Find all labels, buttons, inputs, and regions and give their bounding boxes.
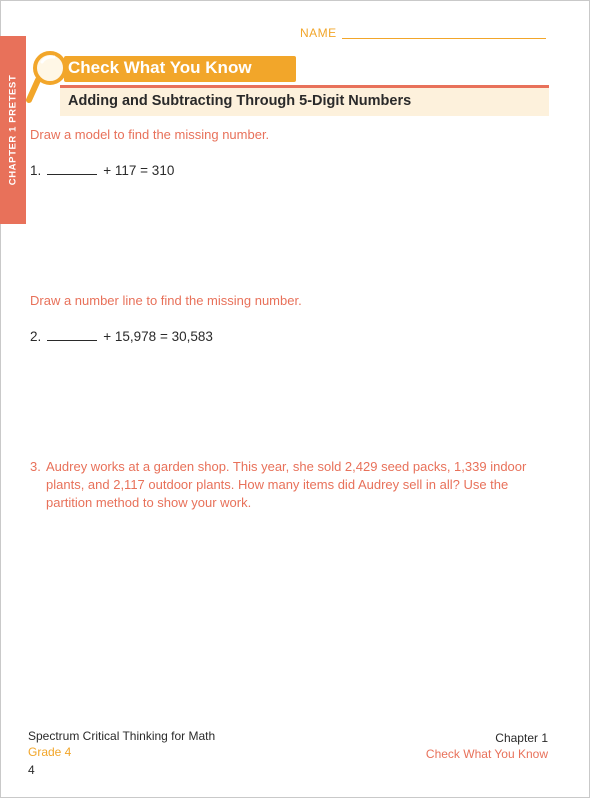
side-tab-label: CHAPTER 1 PRETEST xyxy=(7,74,19,186)
problem-2-number: 2. xyxy=(30,329,42,344)
problem-1-number: 1. xyxy=(30,163,42,178)
name-line xyxy=(342,38,546,39)
instruction-2: Draw a number line to find the missing number. xyxy=(30,293,302,308)
name-field xyxy=(300,26,550,42)
answer-blank-1[interactable] xyxy=(47,164,97,175)
chapter-side-tab xyxy=(0,36,26,224)
problem-1 xyxy=(30,163,174,178)
instruction-1: Draw a model to find the missing number. xyxy=(30,127,270,142)
footer-chapter: Chapter 1 xyxy=(495,731,548,745)
footer-section: Check What You Know xyxy=(425,747,548,761)
word-problem-3 xyxy=(30,458,550,512)
footer-grade: Grade 4 xyxy=(28,745,72,759)
footer-book-title: Spectrum Critical Thinking for Math xyxy=(28,729,216,743)
problem-2 xyxy=(30,329,213,344)
page-subtitle: Adding and Subtracting Through 5-Digit Numbers xyxy=(68,93,412,109)
problem-1-equation: + 117 = 310 xyxy=(103,163,175,178)
problem-3-number: 3. xyxy=(30,459,41,474)
problem-3-text: Audrey works at a garden shop. This year, she sold 2,429 seed packs, 1,339 indoor plants, and 2,117 outdoor plants. How many items did Audrey sell in all? Use the partition method to show your work. xyxy=(46,459,527,510)
problem-2-equation: + 15,978 = 30,583 xyxy=(103,329,213,344)
page-title: Check What You Know xyxy=(68,58,252,77)
name-label: NAME xyxy=(300,26,337,40)
answer-blank-2[interactable] xyxy=(47,330,97,341)
footer-page-number: 4 xyxy=(28,763,35,777)
